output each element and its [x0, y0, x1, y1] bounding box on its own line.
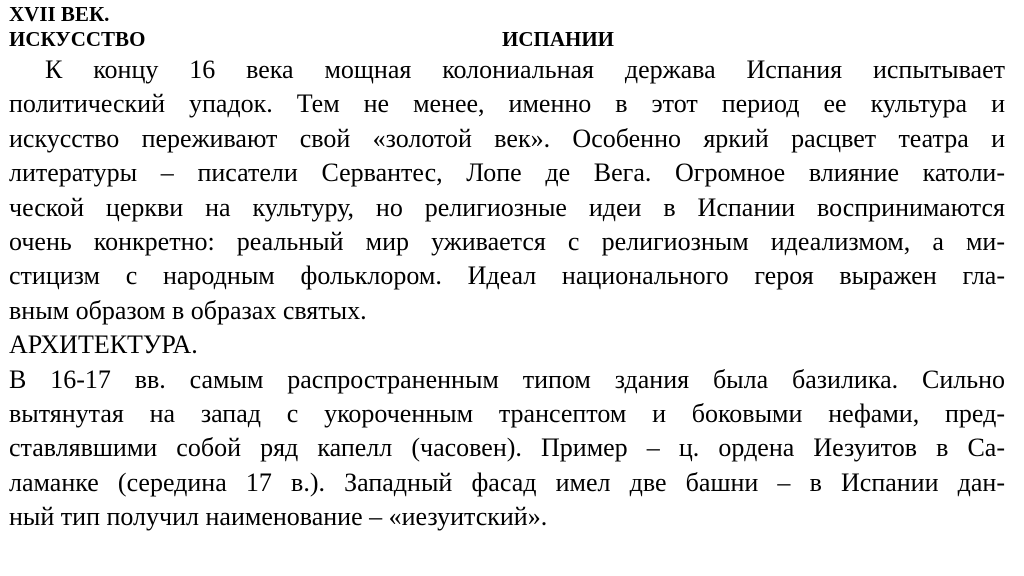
intro-line: К концу 16 века мощная колониальная держава Испания испытывает — [45, 55, 1005, 84]
intro-line: литературы – писатели Сервантес, Лопе де Вега. Огромное влияние католи- — [9, 158, 1005, 188]
title-left: ИСКУССТВО — [9, 27, 146, 51]
intro-paragraph — [9, 53, 1005, 328]
architecture-line: В 16-17 вв. самым распространенным типом здания была базилика. Сильно — [9, 364, 1005, 394]
architecture-paragraph — [9, 363, 1005, 535]
architecture-line: ставлявшими собой ряд капелл (часовен). Пример – ц. ордена Иезуитов в Са- — [9, 433, 1005, 463]
intro-line: вным образом в образах святых. — [9, 295, 367, 325]
architecture-line: ламанке (середина 17 в.). Западный фасад имел две башни – в Испании дан- — [9, 467, 1005, 497]
architecture-line: вытянутая на запад с укороченным трансептом и боковыми нефами, пред- — [9, 398, 1005, 428]
intro-line: ческой церкви на культуру, но религиозные идеи в Испании воспринимаются — [9, 192, 1005, 222]
intro-line: стицизм с народным фольклором. Идеал национального героя выражен гла- — [9, 261, 1005, 291]
document-page — [9, 2, 1005, 574]
intro-line: искусство переживают свой «золотой век». Особенно яркий расцвет театра и — [9, 123, 1005, 153]
architecture-heading: АРХИТЕКТУРА. — [9, 330, 198, 360]
century-heading: XVII ВЕК. — [9, 2, 110, 26]
intro-line: политический упадок. Тем не менее, именно в этот период ее культура и — [9, 89, 1005, 119]
title-row — [9, 27, 1005, 53]
intro-line: очень конкретно: реальный мир уживается с религиозным идеализмом, а ми- — [9, 226, 1005, 256]
title-right: ИСПАНИИ — [502, 27, 615, 51]
architecture-line: ный тип получил наименование – «иезуитский». — [9, 502, 548, 532]
